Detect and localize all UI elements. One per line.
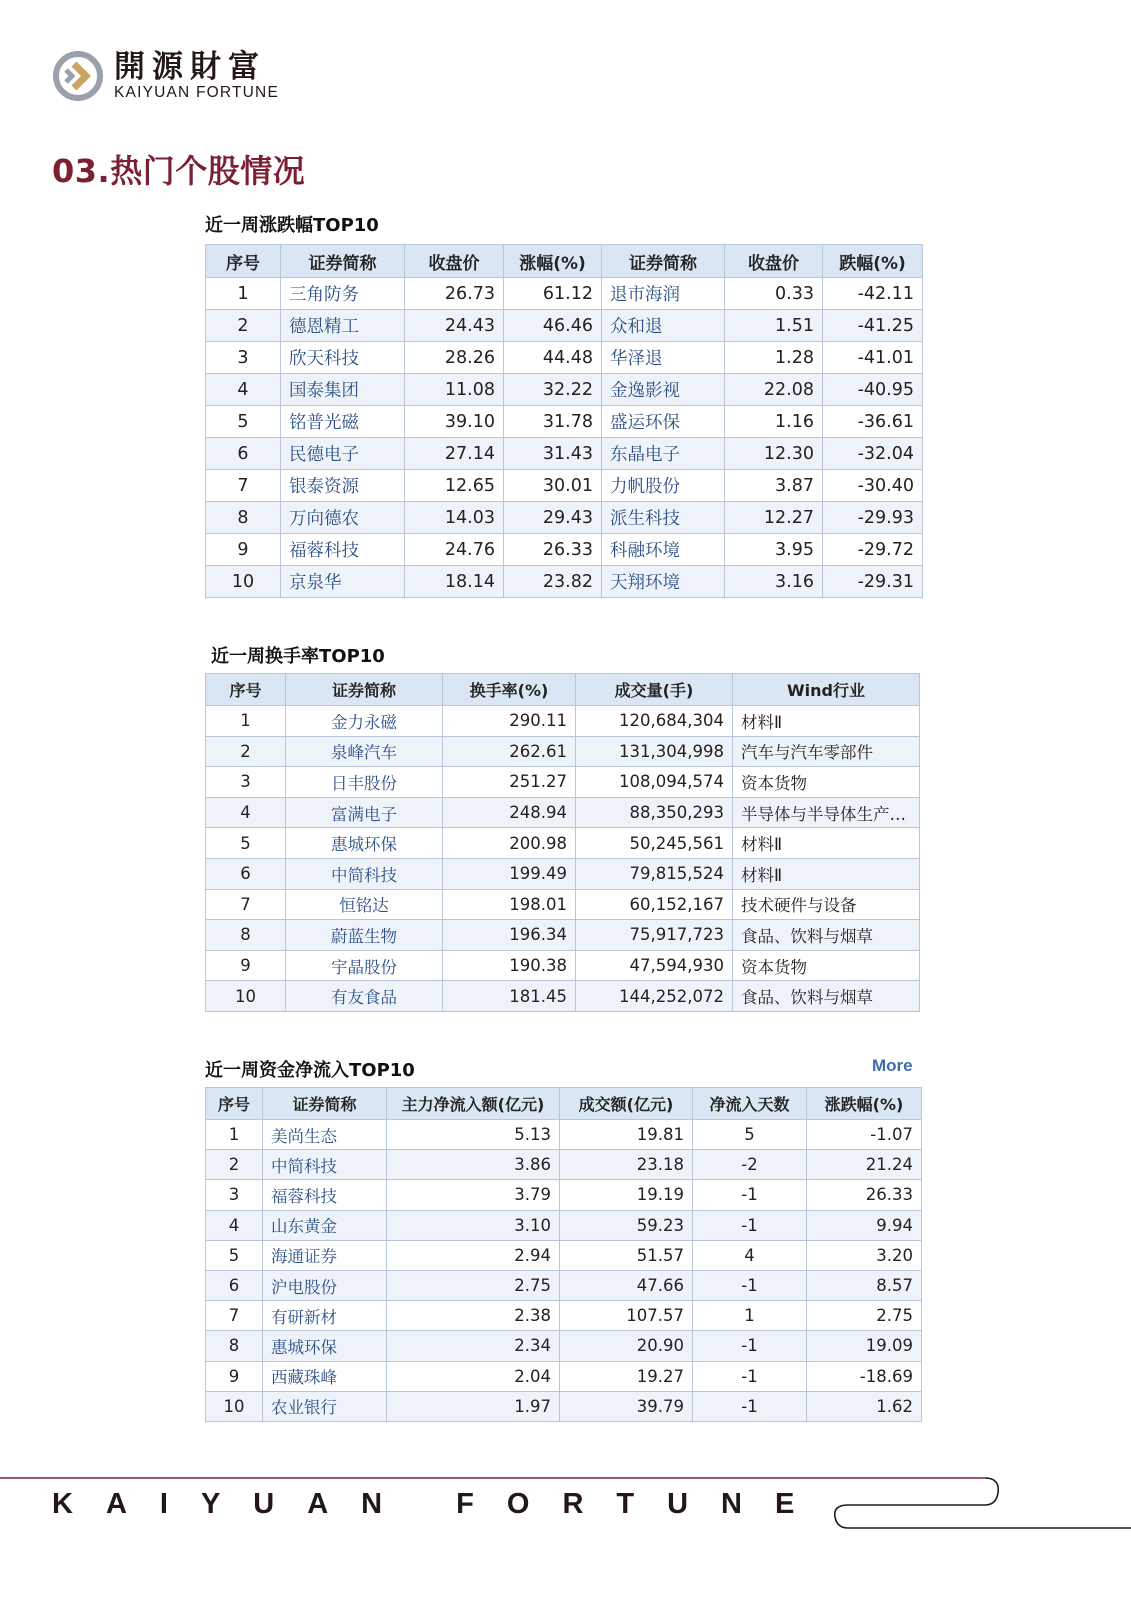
cell-loss: -42.11 (823, 278, 923, 310)
cell-turnover: 290.11 (443, 706, 576, 737)
cell-gain: 61.12 (504, 278, 602, 310)
cell-volume: 88,350,293 (576, 797, 733, 828)
cell-net-inflow: 2.34 (387, 1331, 560, 1361)
cell-index: 2 (206, 310, 281, 342)
cell-index: 7 (206, 470, 281, 502)
cell-gain: 23.82 (504, 566, 602, 598)
kaiyuan-logo-icon (52, 50, 104, 102)
gain-loss-top10-table (205, 244, 923, 598)
cell-stock-name[interactable]: 沪电股份 (263, 1270, 387, 1300)
cell-stock-name[interactable]: 金逸影视 (602, 374, 725, 406)
table-row (206, 1150, 922, 1180)
cell-turnover: 200.98 (443, 828, 576, 859)
cell-stock-name[interactable]: 泉峰汽车 (286, 736, 443, 767)
table-row (206, 1210, 922, 1240)
cell-inflow-days: -1 (693, 1361, 807, 1391)
cell-stock-name[interactable]: 美尚生态 (263, 1120, 387, 1150)
cell-net-inflow: 2.75 (387, 1270, 560, 1300)
cell-amount: 107.57 (560, 1301, 693, 1331)
table-header-row (206, 245, 923, 278)
cell-industry: 材料Ⅱ (733, 858, 920, 889)
cell-stock-name[interactable]: 山东黄金 (263, 1210, 387, 1240)
cell-change: 19.09 (807, 1331, 922, 1361)
cell-stock-name[interactable]: 惠城环保 (286, 828, 443, 859)
cell-index: 1 (206, 706, 286, 737)
col-header-volume: 成交量(手) (576, 674, 733, 706)
table-row (206, 374, 923, 406)
more-link[interactable]: More (872, 1056, 913, 1075)
cell-gain: 26.33 (504, 534, 602, 566)
cell-index: 2 (206, 736, 286, 767)
cell-close: 24.76 (405, 534, 504, 566)
cell-close: 3.16 (725, 566, 823, 598)
cell-change: 9.94 (807, 1210, 922, 1240)
table-row (206, 1301, 922, 1331)
col-header-index: 序号 (206, 1088, 263, 1120)
cell-close: 12.27 (725, 502, 823, 534)
cell-close: 3.87 (725, 470, 823, 502)
cell-turnover: 199.49 (443, 858, 576, 889)
cell-change: -1.07 (807, 1120, 922, 1150)
cell-turnover: 190.38 (443, 950, 576, 981)
table-row (206, 889, 920, 920)
cell-amount: 19.81 (560, 1120, 693, 1150)
cell-inflow-days: -1 (693, 1210, 807, 1240)
cell-inflow-days: 4 (693, 1240, 807, 1270)
cell-gain: 32.22 (504, 374, 602, 406)
table-row (206, 950, 920, 981)
cell-index: 2 (206, 1150, 263, 1180)
cell-stock-name[interactable]: 农业银行 (263, 1391, 387, 1421)
cell-change: 1.62 (807, 1391, 922, 1421)
cell-index: 9 (206, 1361, 263, 1391)
cell-industry: 资本货物 (733, 950, 920, 981)
cell-close: 39.10 (405, 406, 504, 438)
cell-stock-name[interactable]: 恒铭达 (286, 889, 443, 920)
cell-stock-name[interactable]: 欣天科技 (281, 342, 405, 374)
cell-index: 6 (206, 438, 281, 470)
table-row (206, 1240, 922, 1270)
cell-net-inflow: 2.38 (387, 1301, 560, 1331)
col-header-name: 证券简称 (286, 674, 443, 706)
cell-change: 8.57 (807, 1270, 922, 1300)
col-header-turnover: 换手率(%) (443, 674, 576, 706)
table-row (206, 534, 923, 566)
table-row (206, 278, 923, 310)
cell-close: 0.33 (725, 278, 823, 310)
cell-stock-name[interactable]: 盛运环保 (602, 406, 725, 438)
cell-index: 8 (206, 1331, 263, 1361)
cell-net-inflow: 5.13 (387, 1120, 560, 1150)
cell-industry: 材料Ⅱ (733, 706, 920, 737)
cell-loss: -29.31 (823, 566, 923, 598)
cell-gain: 30.01 (504, 470, 602, 502)
cell-turnover: 198.01 (443, 889, 576, 920)
table-header-row (206, 674, 920, 706)
cell-inflow-days: -2 (693, 1150, 807, 1180)
cell-index: 4 (206, 1210, 263, 1240)
table-row (206, 1331, 922, 1361)
cell-loss: -29.93 (823, 502, 923, 534)
cell-index: 3 (206, 767, 286, 798)
cell-loss: -30.40 (823, 470, 923, 502)
cell-index: 10 (206, 1391, 263, 1421)
cell-index: 1 (206, 278, 281, 310)
cell-industry: 材料Ⅱ (733, 828, 920, 859)
cell-volume: 108,094,574 (576, 767, 733, 798)
cell-close: 27.14 (405, 438, 504, 470)
cell-stock-name[interactable]: 富满电子 (286, 797, 443, 828)
cell-close: 1.51 (725, 310, 823, 342)
table-row (206, 858, 920, 889)
cell-amount: 19.19 (560, 1180, 693, 1210)
cell-stock-name[interactable]: 惠城环保 (263, 1331, 387, 1361)
cell-index: 5 (206, 406, 281, 438)
cell-net-inflow: 2.94 (387, 1240, 560, 1270)
brand-logo (52, 50, 279, 102)
table-row (206, 1120, 922, 1150)
cell-stock-name[interactable]: 三角防务 (281, 278, 405, 310)
page-footer (0, 1475, 1131, 1535)
cell-index: 7 (206, 889, 286, 920)
cell-stock-name[interactable]: 天翔环境 (602, 566, 725, 598)
cell-loss: -32.04 (823, 438, 923, 470)
cell-close: 12.65 (405, 470, 504, 502)
cell-inflow-days: -1 (693, 1270, 807, 1300)
cell-stock-name[interactable]: 科融环境 (602, 534, 725, 566)
cell-index: 10 (206, 981, 286, 1012)
table-row (206, 920, 920, 951)
cell-stock-name[interactable]: 宇晶股份 (286, 950, 443, 981)
cell-industry: 食品、饮料与烟草 (733, 981, 920, 1012)
col-header-name: 证券简称 (602, 245, 725, 278)
cell-close: 22.08 (725, 374, 823, 406)
cell-volume: 47,594,930 (576, 950, 733, 981)
cell-close: 11.08 (405, 374, 504, 406)
cell-stock-name[interactable]: 海通证券 (263, 1240, 387, 1270)
cell-stock-name[interactable]: 派生科技 (602, 502, 725, 534)
cell-stock-name[interactable]: 日丰股份 (286, 767, 443, 798)
brand-name-en: KAIYUAN FORTUNE (114, 84, 279, 101)
table-row (206, 470, 923, 502)
cell-volume: 50,245,561 (576, 828, 733, 859)
cell-stock-name[interactable]: 有研新材 (263, 1301, 387, 1331)
cell-amount: 20.90 (560, 1331, 693, 1361)
table-row (206, 706, 920, 737)
col-header-index: 序号 (206, 674, 286, 706)
cell-gain: 46.46 (504, 310, 602, 342)
cell-change: 26.33 (807, 1180, 922, 1210)
cell-close: 18.14 (405, 566, 504, 598)
cell-change: 3.20 (807, 1240, 922, 1270)
cell-index: 4 (206, 374, 281, 406)
cell-stock-name[interactable]: 中简科技 (263, 1150, 387, 1180)
cell-stock-name[interactable]: 京泉华 (281, 566, 405, 598)
cell-close: 3.95 (725, 534, 823, 566)
cell-net-inflow: 3.79 (387, 1180, 560, 1210)
cell-index: 5 (206, 1240, 263, 1270)
cell-inflow-days: -1 (693, 1180, 807, 1210)
col-header-gain: 涨幅(%) (504, 245, 602, 278)
cell-stock-name[interactable]: 西藏珠峰 (263, 1361, 387, 1391)
table-row (206, 566, 923, 598)
cell-amount: 19.27 (560, 1361, 693, 1391)
col-header-industry: Wind行业 (733, 674, 920, 706)
cell-close: 28.26 (405, 342, 504, 374)
cell-stock-name[interactable]: 铭普光磁 (281, 406, 405, 438)
cell-loss: -41.25 (823, 310, 923, 342)
cell-inflow-days: 1 (693, 1301, 807, 1331)
cell-close: 12.30 (725, 438, 823, 470)
cell-volume: 60,152,167 (576, 889, 733, 920)
cell-stock-name[interactable]: 中简科技 (286, 858, 443, 889)
table-row (206, 828, 920, 859)
section-title: 03.热门个股情况 (52, 152, 306, 190)
col-header-close: 收盘价 (725, 245, 823, 278)
col-header-loss: 跌幅(%) (823, 245, 923, 278)
col-header-net-inflow: 主力净流入额(亿元) (387, 1088, 560, 1120)
cell-turnover: 248.94 (443, 797, 576, 828)
cell-index: 8 (206, 920, 286, 951)
cell-stock-name[interactable]: 德恩精工 (281, 310, 405, 342)
cell-volume: 144,252,072 (576, 981, 733, 1012)
cell-volume: 120,684,304 (576, 706, 733, 737)
cell-stock-name[interactable]: 国泰集团 (281, 374, 405, 406)
col-header-index: 序号 (206, 245, 281, 278)
cell-stock-name[interactable]: 众和退 (602, 310, 725, 342)
cell-amount: 23.18 (560, 1150, 693, 1180)
cell-volume: 75,917,723 (576, 920, 733, 951)
cell-index: 9 (206, 534, 281, 566)
cell-volume: 131,304,998 (576, 736, 733, 767)
cell-stock-name[interactable]: 东晶电子 (602, 438, 725, 470)
cell-net-inflow: 2.04 (387, 1361, 560, 1391)
cell-stock-name[interactable]: 有友食品 (286, 981, 443, 1012)
cell-amount: 39.79 (560, 1391, 693, 1421)
cell-net-inflow: 3.10 (387, 1210, 560, 1240)
col-header-name: 证券简称 (263, 1088, 387, 1120)
cell-industry: 半导体与半导体生产… (733, 797, 920, 828)
table-row (206, 1270, 922, 1300)
col-header-amount: 成交额(亿元) (560, 1088, 693, 1120)
cell-stock-name[interactable]: 华泽退 (602, 342, 725, 374)
cell-stock-name[interactable]: 退市海润 (602, 278, 725, 310)
table-row (206, 342, 923, 374)
table-row (206, 981, 920, 1012)
table-row (206, 767, 920, 798)
cell-change: 21.24 (807, 1150, 922, 1180)
cell-change: -18.69 (807, 1361, 922, 1391)
cell-loss: -40.95 (823, 374, 923, 406)
table-row (206, 1391, 922, 1421)
cell-amount: 59.23 (560, 1210, 693, 1240)
cell-inflow-days: -1 (693, 1331, 807, 1361)
cell-gain: 44.48 (504, 342, 602, 374)
cell-industry: 食品、饮料与烟草 (733, 920, 920, 951)
brand-name-cn: 開源財富 (114, 49, 266, 85)
cell-index: 4 (206, 797, 286, 828)
cell-turnover: 262.61 (443, 736, 576, 767)
cell-stock-name[interactable]: 金力永磁 (286, 706, 443, 737)
col-header-inflow-days: 净流入天数 (693, 1088, 807, 1120)
table-row (206, 438, 923, 470)
cell-amount: 47.66 (560, 1270, 693, 1300)
cell-industry: 汽车与汽车零部件 (733, 736, 920, 767)
cell-gain: 29.43 (504, 502, 602, 534)
cell-index: 1 (206, 1120, 263, 1150)
cell-net-inflow: 3.86 (387, 1150, 560, 1180)
cell-index: 7 (206, 1301, 263, 1331)
cell-loss: -36.61 (823, 406, 923, 438)
table-row (206, 502, 923, 534)
cell-index: 6 (206, 1270, 263, 1300)
cell-close: 26.73 (405, 278, 504, 310)
col-header-close: 收盘价 (405, 245, 504, 278)
turnover-top10-table (205, 673, 920, 1012)
cell-stock-name[interactable]: 力帆股份 (602, 470, 725, 502)
cell-inflow-days: -1 (693, 1391, 807, 1421)
cell-index: 6 (206, 858, 286, 889)
col-header-name: 证券简称 (281, 245, 405, 278)
cell-inflow-days: 5 (693, 1120, 807, 1150)
footer-brand-text: KAIYUAN FORTUNE (52, 1488, 828, 1520)
cell-stock-name[interactable]: 蔚蓝生物 (286, 920, 443, 951)
table-row (206, 1180, 922, 1210)
cell-loss: -41.01 (823, 342, 923, 374)
col-header-change: 涨跌幅(%) (807, 1088, 922, 1120)
cell-index: 10 (206, 566, 281, 598)
cell-gain: 31.78 (504, 406, 602, 438)
cell-industry: 资本货物 (733, 767, 920, 798)
cell-index: 3 (206, 1180, 263, 1210)
cell-close: 1.16 (725, 406, 823, 438)
table-row (206, 797, 920, 828)
table-row (206, 406, 923, 438)
cell-index: 9 (206, 950, 286, 981)
table-row (206, 1361, 922, 1391)
table-row (206, 310, 923, 342)
cell-loss: -29.72 (823, 534, 923, 566)
cell-amount: 51.57 (560, 1240, 693, 1270)
cell-turnover: 251.27 (443, 767, 576, 798)
cell-stock-name[interactable]: 福蓉科技 (263, 1180, 387, 1210)
table1-caption: 近一周涨跌幅TOP10 (205, 215, 379, 236)
cell-index: 8 (206, 502, 281, 534)
cell-index: 3 (206, 342, 281, 374)
table3-caption: 近一周资金净流入TOP10 (205, 1060, 415, 1081)
cell-gain: 31.43 (504, 438, 602, 470)
cell-stock-name[interactable]: 银泰资源 (281, 470, 405, 502)
cell-volume: 79,815,524 (576, 858, 733, 889)
cell-turnover: 181.45 (443, 981, 576, 1012)
cell-turnover: 196.34 (443, 920, 576, 951)
cell-stock-name[interactable]: 福蓉科技 (281, 534, 405, 566)
net-inflow-top10-table (205, 1087, 922, 1422)
cell-stock-name[interactable]: 民德电子 (281, 438, 405, 470)
table-row (206, 736, 920, 767)
cell-change: 2.75 (807, 1301, 922, 1331)
cell-close: 14.03 (405, 502, 504, 534)
cell-close: 24.43 (405, 310, 504, 342)
cell-stock-name[interactable]: 万向德农 (281, 502, 405, 534)
table2-caption: 近一周换手率TOP10 (211, 646, 385, 667)
cell-industry: 技术硬件与设备 (733, 889, 920, 920)
cell-net-inflow: 1.97 (387, 1391, 560, 1421)
table-header-row (206, 1088, 922, 1120)
cell-close: 1.28 (725, 342, 823, 374)
cell-index: 5 (206, 828, 286, 859)
